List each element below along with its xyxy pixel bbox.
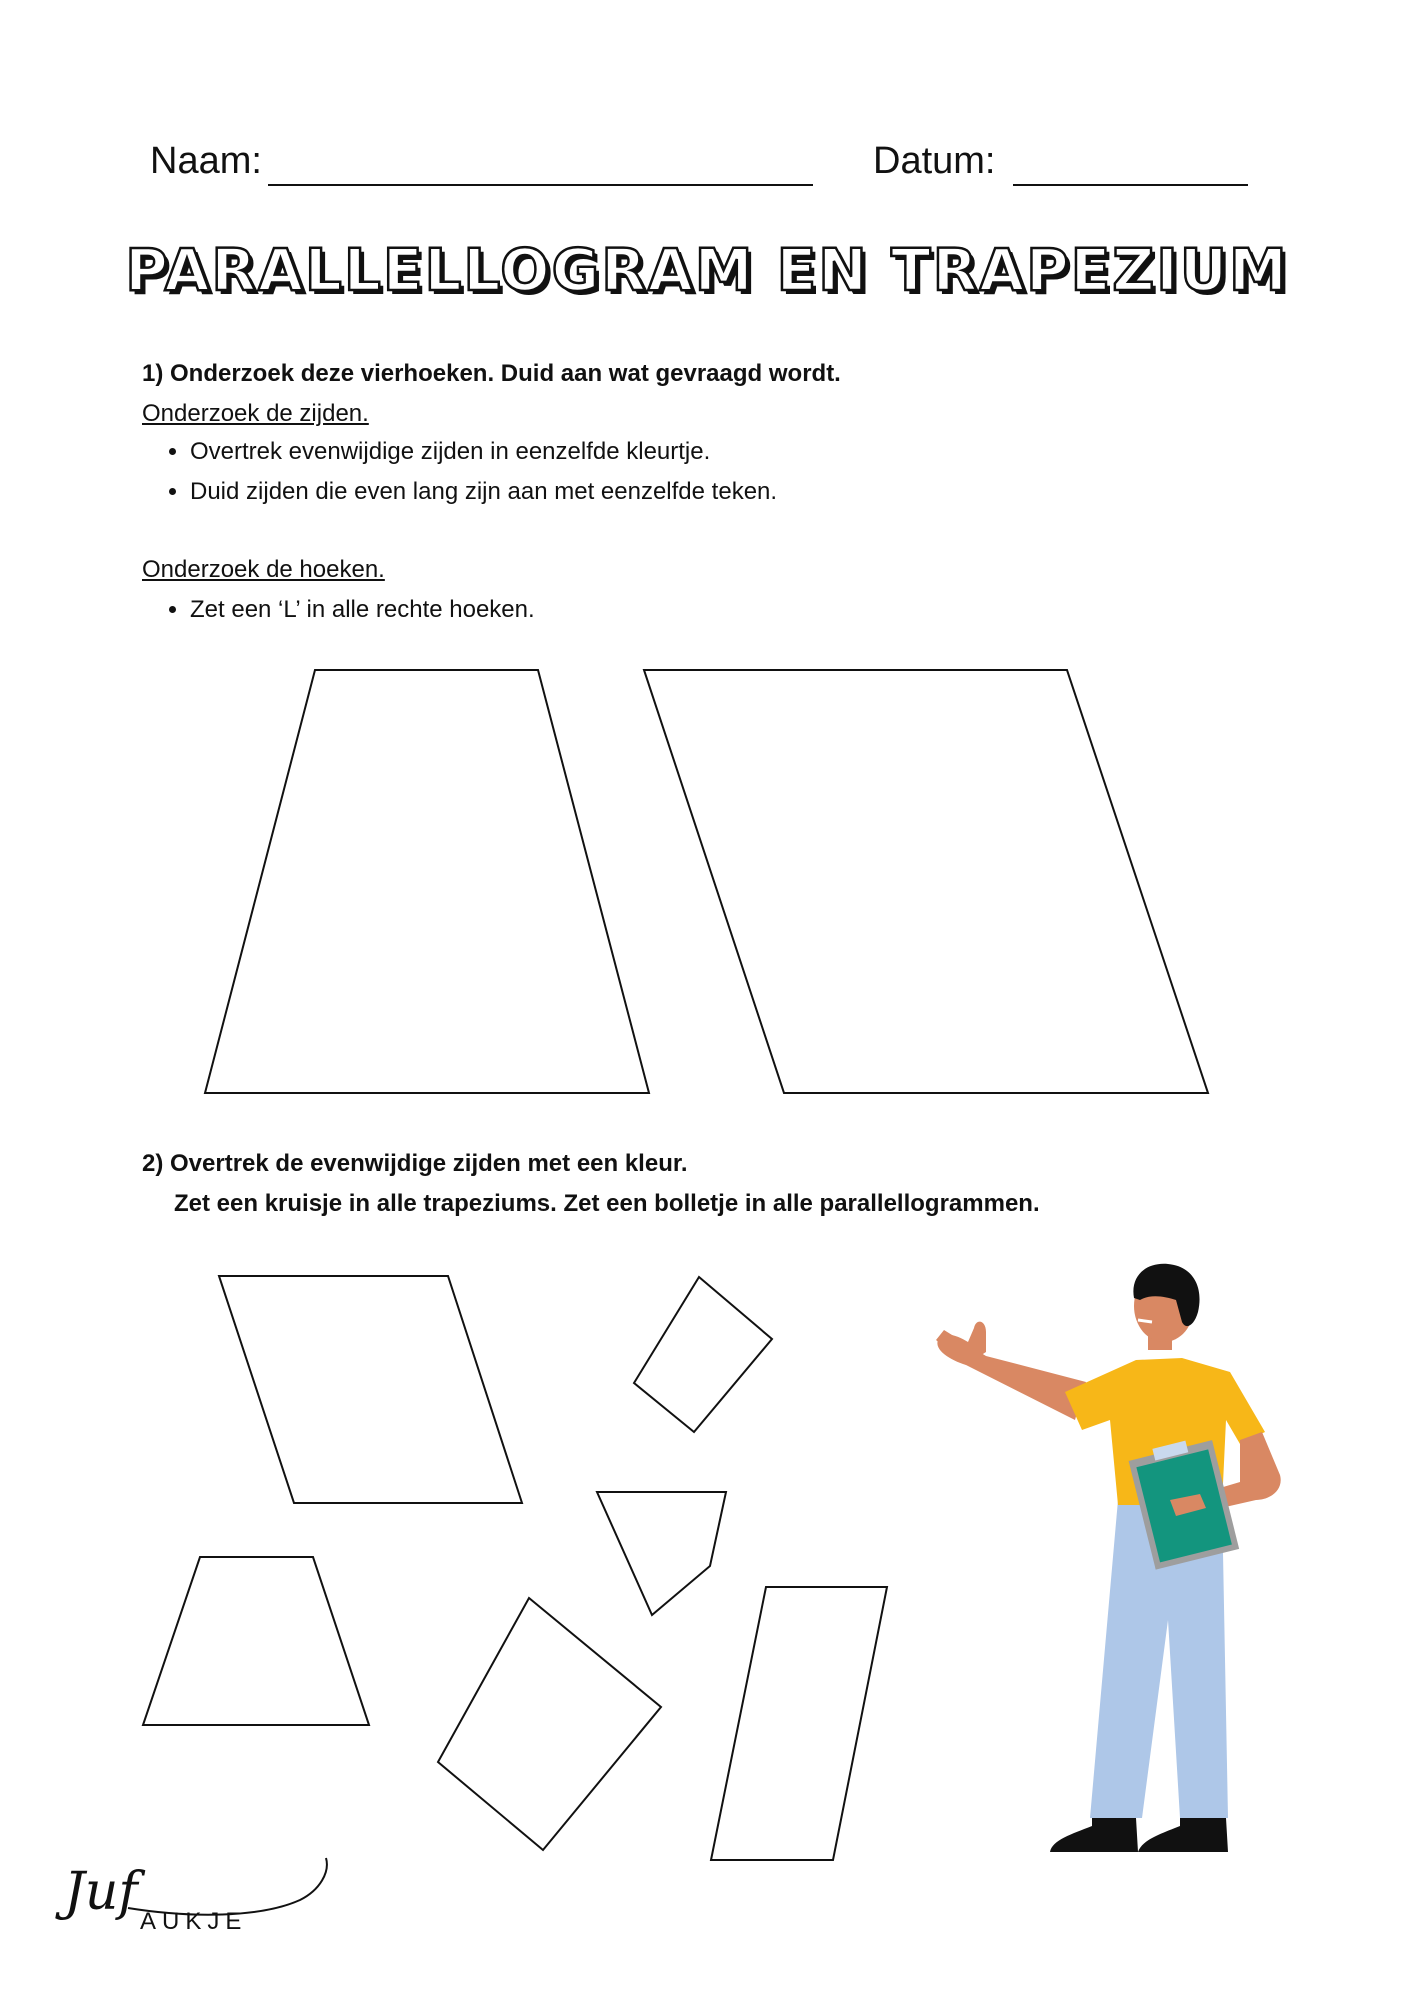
page-title: PARALLELLOGRAM EN TRAPEZIUM	[125, 236, 1289, 304]
teacher-illustration	[936, 1264, 1281, 1852]
large-trapezium[interactable]	[205, 670, 649, 1093]
signature-name: AUKJE	[140, 1908, 248, 1935]
large-parallelogram[interactable]	[644, 670, 1208, 1093]
question-2-line-2: Zet een kruisje in alle trapeziums. Zet een bolletje in alle parallellogrammen.	[174, 1190, 1040, 1217]
shoe-right	[1138, 1818, 1228, 1852]
parallelogram-1[interactable]	[219, 1276, 522, 1503]
list-item: • Overtrek evenwijdige zijden in eenzelfde kleurtje.	[190, 432, 777, 472]
quadrilateral-rotated[interactable]	[438, 1598, 661, 1850]
name-label: Naam:	[150, 140, 262, 182]
pentagon-shape[interactable]	[597, 1492, 726, 1615]
date-label: Datum:	[873, 140, 996, 182]
angles-heading: Onderzoek de hoeken.	[142, 556, 385, 583]
sides-heading: Onderzoek de zijden.	[142, 400, 369, 427]
parallelogram-tall[interactable]	[711, 1587, 887, 1860]
shoe-left	[1050, 1818, 1138, 1852]
question-2-line-1: 2) Overtrek de evenwijdige zijden met een kleur.	[142, 1150, 688, 1177]
question-1: 1) Onderzoek deze vierhoeken. Duid aan wat gevraagd wordt.	[142, 360, 841, 387]
list-item: • Zet een ‘L’ in alle rechte hoeken.	[190, 590, 535, 630]
quadrilateral-small-rotated[interactable]	[634, 1277, 772, 1432]
mouth	[1138, 1320, 1152, 1322]
list-item: • Duid zijden die even lang zijn aan met eenzelfde teken.	[190, 472, 777, 512]
signature-script: Juf	[64, 1862, 138, 1922]
trapezium-small[interactable]	[143, 1557, 369, 1725]
signature-swash	[128, 1858, 327, 1915]
